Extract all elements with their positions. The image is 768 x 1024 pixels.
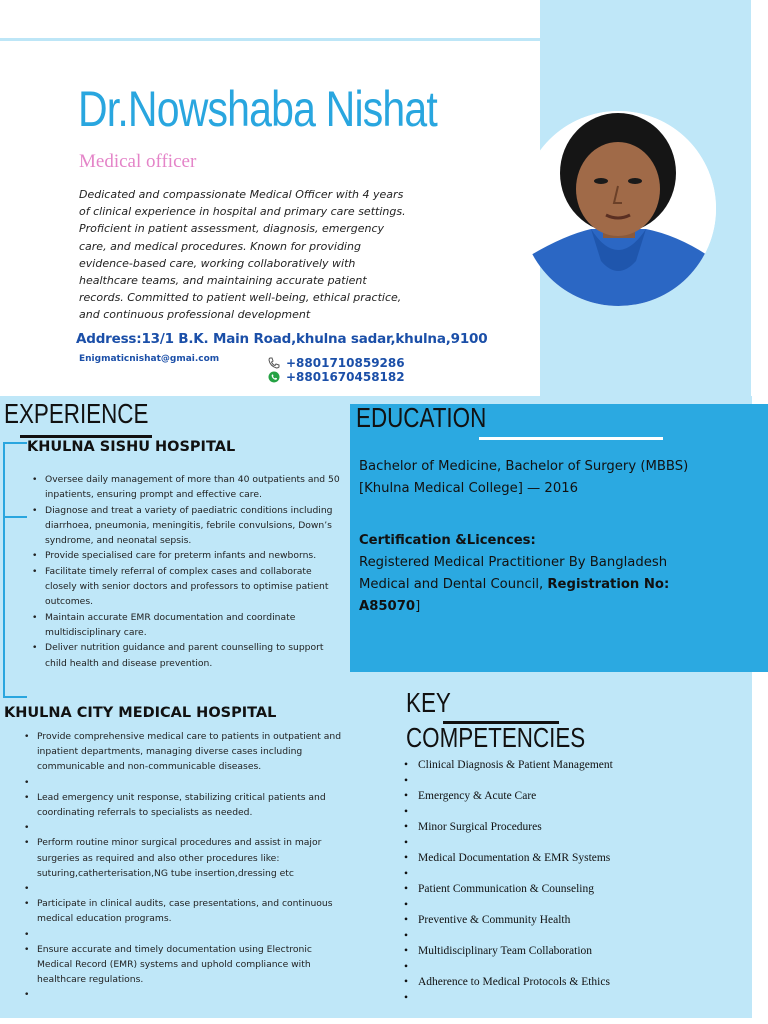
competency-item-empty <box>404 805 724 821</box>
list-item-empty <box>22 775 342 790</box>
degree: Bachelor of Medicine, Bachelor of Surgery (MBBS) <box>359 459 689 474</box>
education-details <box>359 456 689 500</box>
person-name: Dr.Nowshaba Nishat <box>78 81 437 137</box>
whatsapp-row[interactable] <box>268 370 405 384</box>
competency-item-empty <box>404 836 724 852</box>
phone-icon <box>268 357 280 369</box>
experience-list-2 <box>22 729 342 1003</box>
list-item: • Lead emergency unit response, stabilizing critical patients and coordinating referrals to specialists as needed. <box>22 790 342 820</box>
list-item-empty <box>22 987 342 1002</box>
experience-heading: EXPERIENCE <box>4 398 149 429</box>
registration-close: ] <box>415 599 421 614</box>
list-item: • Facilitate timely referral of complex cases and collaborate closely with senior doctors and professors to optimise patient outcomes. <box>30 564 345 610</box>
competency-item-empty <box>404 991 724 1007</box>
hospital-name-2: KHULNA CITY MEDICAL HOSPITAL <box>4 705 277 721</box>
competency-item-empty <box>404 898 724 914</box>
list-item: • Oversee daily management of more than 40 outpatients and 50 inpatients, ensuring prompt and effective care. <box>30 472 345 503</box>
certification-body: Registered Medical Practitioner By Bangladesh Medical and Dental Council, <box>359 555 668 592</box>
top-divider-line <box>0 38 540 41</box>
address: Address:13/1 B.K. Main Road,khulna sadar,khulna,9100 <box>76 331 488 347</box>
competencies-list <box>404 758 724 1006</box>
competency-item: • Preventive & Community Health <box>404 913 724 929</box>
experience-underline <box>20 435 152 438</box>
list-item: • Deliver nutrition guidance and parent counselling to support child health and disease prevention. <box>30 640 345 671</box>
list-item: • Participate in clinical audits, case presentations, and continuous medical education programs. <box>22 896 342 926</box>
email-link[interactable]: Enigmaticnishat@gmai.com <box>79 354 220 364</box>
list-item-empty <box>22 881 342 896</box>
list-item: • Diagnose and treat a variety of paediatric conditions including diarrhoea, pneumonia, meningitis, febrile convulsions, Down’s syndrome, and neonatal sepsis. <box>30 503 345 549</box>
phone-row[interactable] <box>268 356 405 370</box>
list-item-empty <box>22 820 342 835</box>
certification-text <box>359 552 689 618</box>
list-item: • Provide specialised care for preterm infants and newborns. <box>30 548 345 563</box>
institution: [Khulna Medical College] — 2016 <box>359 480 578 496</box>
competencies-heading-line2: COMPETENCIES <box>406 722 586 753</box>
list-item: • Provide comprehensive medical care to patients in outpatient and inpatient departments, managing diverse cases including communicable and non-communicable diseases. <box>22 729 342 775</box>
timeline-tick <box>3 442 27 444</box>
competency-item: • Clinical Diagnosis & Patient Management <box>404 758 724 774</box>
phone-number: +8801710859286 <box>286 356 405 370</box>
whatsapp-icon <box>268 371 280 383</box>
competency-item-empty <box>404 960 724 976</box>
competency-item-empty <box>404 867 724 883</box>
competency-item: • Emergency & Acute Care <box>404 789 724 805</box>
job-title: Medical officer <box>79 151 197 172</box>
education-heading: EDUCATION <box>356 402 487 433</box>
education-underline <box>479 437 663 440</box>
hospital-name-1: KHULNA SISHU HOSPITAL <box>27 439 236 455</box>
competency-item: • Medical Documentation & EMR Systems <box>404 851 724 867</box>
profile-photo <box>521 111 716 306</box>
timeline-tick <box>3 516 27 518</box>
list-item: • Maintain accurate EMR documentation and coordinate multidisciplinary care. <box>30 610 345 641</box>
bottom-margin <box>0 1018 752 1024</box>
experience-list-1 <box>30 472 345 671</box>
timeline-line <box>3 442 5 698</box>
competency-item: • Multidisciplinary Team Collaboration <box>404 944 724 960</box>
competency-item: • Patient Communication & Counseling <box>404 882 724 898</box>
profile-summary: Dedicated and compassionate Medical Officer with 4 years of clinical experience in hospital and primary care settings. Proficient in patient assessment, diagnosis, emergency care, and medical procedures. Known for providing evidence-based care, working collaboratively with healthcare teams, and maintaining accurate patient records. Committed to patient well-being, ethical practice, and continuous professional development <box>79 188 406 322</box>
list-item-empty <box>22 927 342 942</box>
competency-item: • Adherence to Medical Protocols & Ethics <box>404 975 724 991</box>
list-item: • Ensure accurate and timely documentation using Electronic Medical Record (EMR) systems and uphold compliance with healthcare regulations. <box>22 942 342 988</box>
competencies-heading-line1: KEY <box>406 687 451 718</box>
whatsapp-number: +8801670458182 <box>286 370 405 384</box>
timeline-tick <box>3 696 27 698</box>
competency-item: • Minor Surgical Procedures <box>404 820 724 836</box>
competency-item-empty <box>404 929 724 945</box>
competency-item-empty <box>404 774 724 790</box>
certification-heading: Certification &Licences: <box>359 533 536 548</box>
registration-number: Registration No: A85070 <box>359 577 670 614</box>
list-item: • Perform routine minor surgical procedures and assist in major surgeries as required and also other procedures like: suturing,catherterisation,NG tube insertion,dressing etc <box>22 835 342 881</box>
